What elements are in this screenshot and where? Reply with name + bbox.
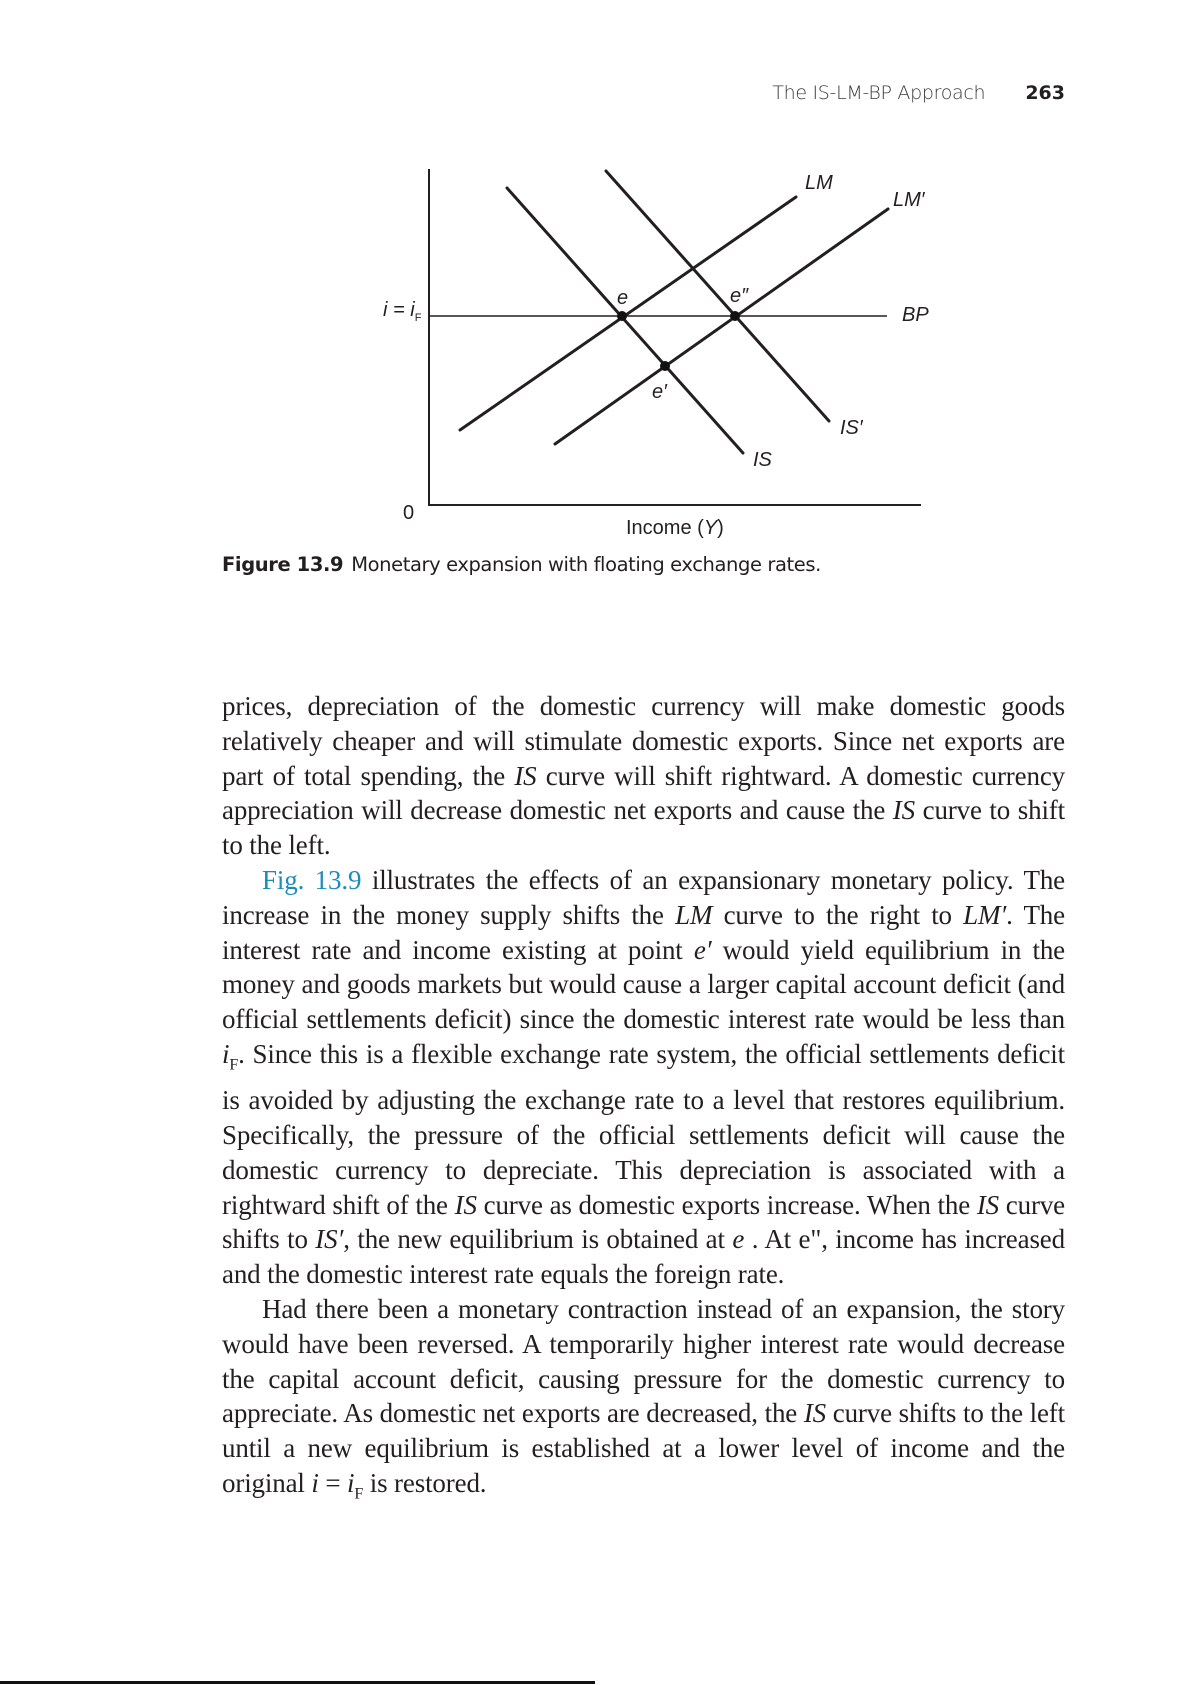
page-bottom-rule bbox=[0, 1681, 595, 1684]
body-text bbox=[222, 689, 1065, 1512]
paragraph-2: Fig. 13.9 illustrates the effects of an expansionary monetary policy. The increase in the money supply shifts the LM curve to the right to LM′. The interest rate and income existing at point e′ would yield equilibrium in the money and goods markets but would cause a larger capital account deficit (and official settlements deficit) since the domestic interest rate would be less than $i_F$. Since this is a flexible exchange rate system, the official settlements deficit is avoided by adjusting the exchange rate to a level that restores equilibrium. Specifically, the pressure of the official settlements deficit will cause the domestic currency to depreciate. This depreciation is associated with a rightward shift of the IS curve as domestic exports increase. When the IS curve shifts to IS′, the new equilibrium is obtained at e . At e", income has increased and the domestic interest rate equals the foreign rate. bbox=[222, 864, 1066, 1290]
figure-link[interactable]: Fig. 13.9 bbox=[262, 864, 362, 895]
point-e-double-prime bbox=[730, 311, 740, 321]
figure-number: Figure 13.9 bbox=[222, 553, 344, 576]
origin-label: 0 bbox=[403, 502, 415, 524]
x-axis-label: Income (Y) bbox=[626, 517, 724, 539]
paragraph-1: prices, depreciation of the domestic currency will make domestic goods relatively cheaper and will stimulate domestic exports. Since net exports are part of total spending, the IS curve will shift rightward. A domestic currency appreciation will decrease domestic net exports and cause the IS curve to shift to the left. bbox=[222, 691, 1066, 861]
figure-13-9 bbox=[0, 0, 1191, 540]
is-curve bbox=[507, 188, 743, 453]
lm-label: LM bbox=[805, 172, 833, 194]
point-e-prime bbox=[660, 361, 670, 371]
is-label: IS bbox=[753, 449, 772, 471]
bp-label: BP bbox=[902, 304, 929, 326]
paragraph-3: Had there been a monetary contraction instead of an expansion, the story would have been reversed. A temporarily higher interest rate would decrease the capital account deficit, causing pressure for the domestic currency to appreciate. As domestic net exports are decreased, the IS curve shifts to the left until a new equilibrium is established at a lower level of income and the original $i = i_F$ is restored. bbox=[222, 1293, 1065, 1503]
e-label: e bbox=[617, 287, 629, 309]
figure-caption bbox=[222, 553, 821, 576]
e-double-prime-label: e″ bbox=[730, 285, 749, 307]
y-axis-label: $i = i_F$ bbox=[383, 299, 422, 324]
figure-caption-text: Monetary expansion with floating exchange rates. bbox=[351, 553, 821, 576]
point-e bbox=[617, 311, 627, 321]
is-prime-label: IS′ bbox=[840, 417, 863, 439]
lm-curve bbox=[460, 197, 796, 430]
e-prime-label: e′ bbox=[652, 381, 667, 403]
is-lm-bp-chart bbox=[0, 0, 1191, 540]
running-title: The IS-LM-BP Approach bbox=[772, 82, 986, 104]
lm-prime-curve bbox=[555, 209, 888, 444]
lm-prime-label: LM′ bbox=[893, 189, 925, 211]
page-number: 263 bbox=[1025, 82, 1065, 104]
